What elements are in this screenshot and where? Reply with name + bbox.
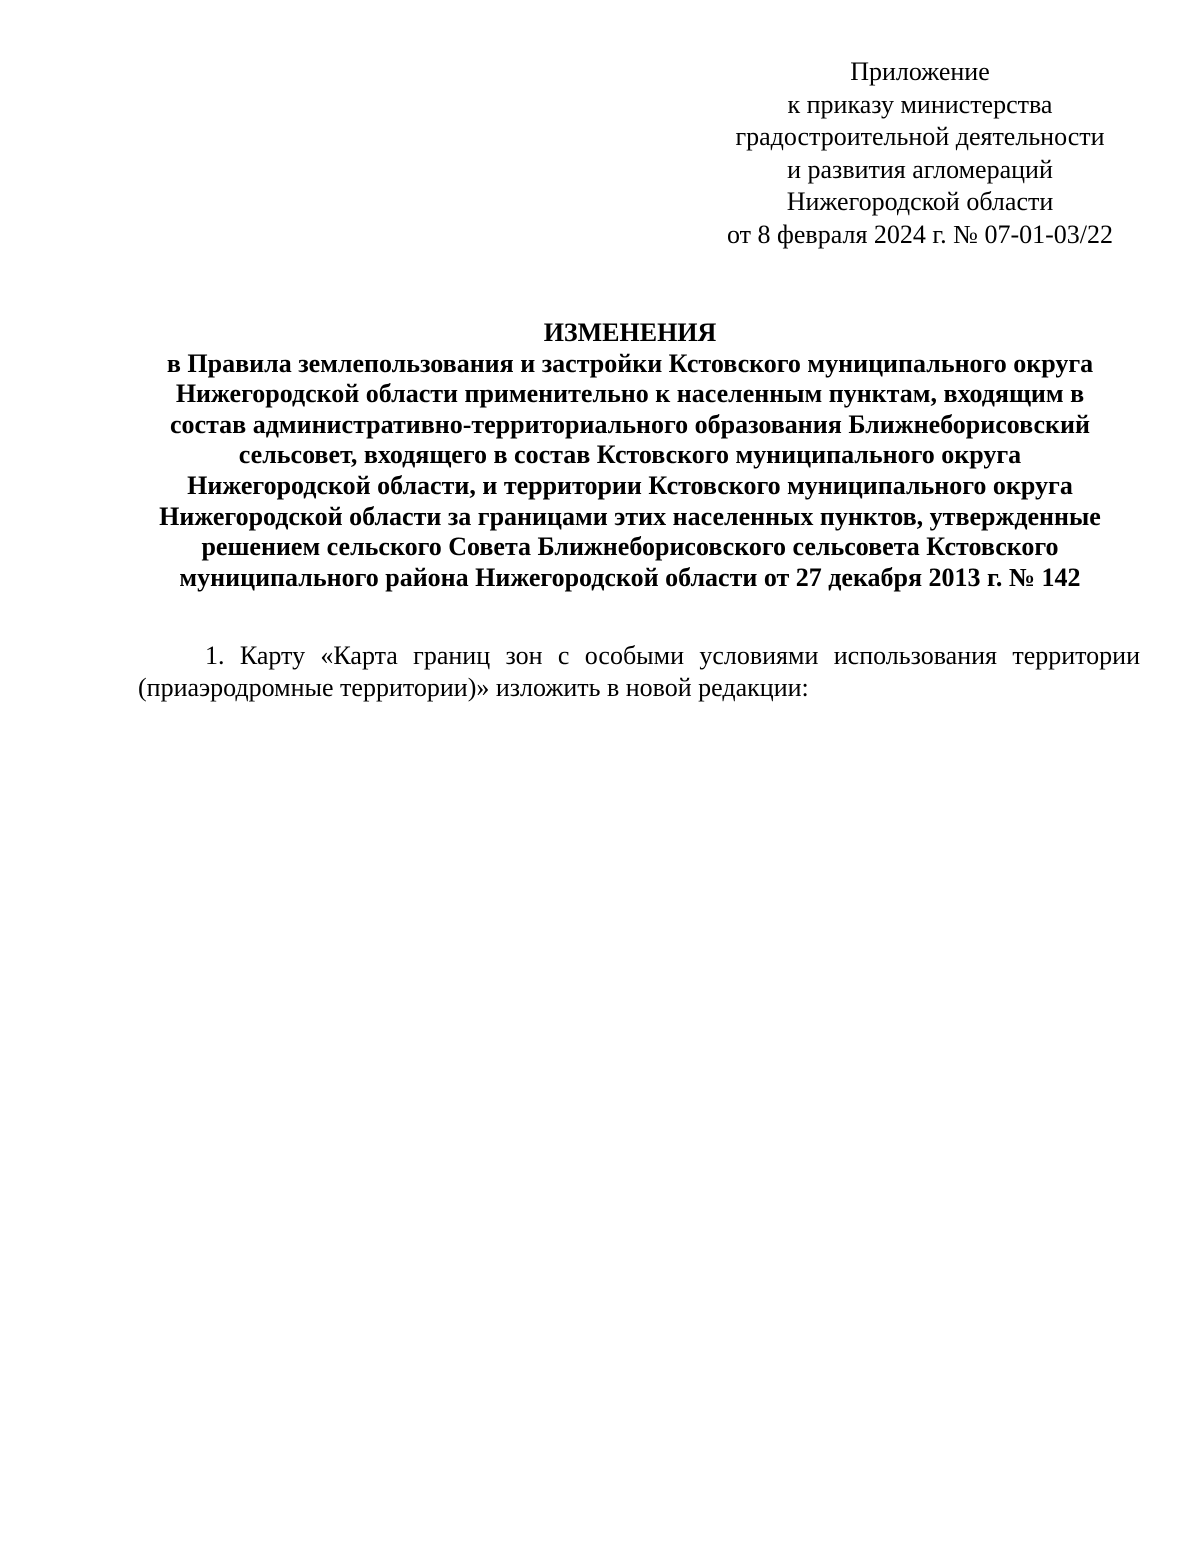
subheading-line: в Правила землепользования и застройки Кстовского муниципального округа	[166, 348, 1094, 378]
appendix-line: и развития агломераций	[787, 154, 1053, 184]
appendix-line: к приказу министерства	[787, 89, 1053, 119]
subheading-line: Нижегородской области, и территории Кстовского муниципального округа	[187, 470, 1073, 500]
subheading-line: Нижегородской области за границами этих населенных пунктов, утвержденные	[159, 501, 1101, 531]
document-body	[138, 640, 1140, 704]
document-title	[120, 318, 1140, 593]
subheading-line: состав административно-территориального образования Ближнеборисовский	[170, 409, 1090, 439]
paragraph-1	[138, 640, 1140, 704]
paragraph-1-line-1: 1. Карту «Карта границ зон с особыми условиями использования территории	[205, 641, 1140, 670]
appendix-line: Нижегородской области	[786, 187, 1054, 216]
appendix-date-number: от 8 февраля 2024 г. № 07-01-03/22	[727, 219, 1113, 249]
appendix-line: градостроительной деятельности	[735, 122, 1105, 151]
subheading-line: Нижегородской области применительно к населенным пунктам, входящим в	[175, 379, 1085, 409]
appendix-block	[700, 56, 1140, 251]
subheading-line: муниципального района Нижегородской области от 27 декабря 2013 г. № 142	[179, 562, 1081, 592]
subheading-line: сельсовет, входящего в состав Кстовского муниципального округа	[238, 440, 1022, 470]
title-heading: ИЗМЕНЕНИЯ	[543, 318, 717, 347]
paragraph-1-line-2: (приаэродромные территории)» изложить в новой редакции:	[138, 673, 809, 702]
title-subheading	[120, 349, 1140, 594]
subheading-line: решением сельского Совета Ближнеборисовского сельсовета Кстовского	[201, 532, 1059, 562]
appendix-line: Приложение	[850, 57, 990, 86]
